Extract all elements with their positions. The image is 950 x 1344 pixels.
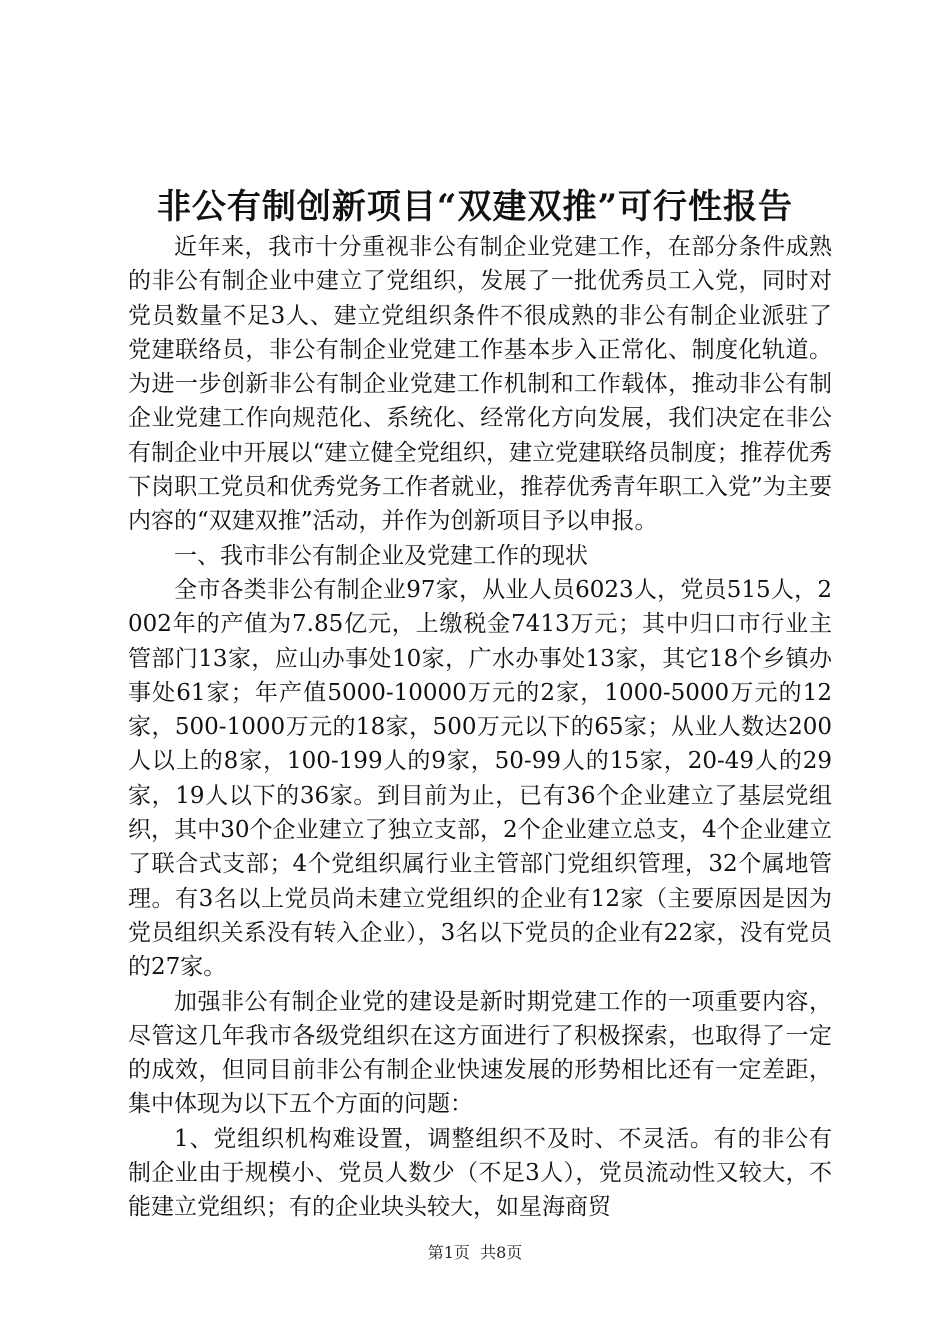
page-footer [0,1242,950,1264]
status-paragraph: 全市各类非公有制企业97家，从业人员6023人，党员515人，2002年的产值为7.85亿元，上缴税金7413万元；其中归口市行业主管部门13家，应山办事处10家，广水办事处13家，其它18个乡镇办事处61家；年产值5000-10000万元的2家，1000-5000万元的12家，500-1000万元的18家，500万元以下的65家；从业人数达200人以上的8家，100-199人的9家，50-99人的15家，20-49人的29家，19人以下的36家。到目前为止，已有36个企业建立了基层党组织，其中30个企业建立了独立支部，2个企业建立总支，4个企业建立了联合式支部；4个党组织属行业主管部门党组织管理，32个属地管理。有3名以上党员尚未建立党组织的企业有12家（主要原因是因为党员组织关系没有转入企业），3名以下党员的企业有22家，没有党员的27家。 [128,576,832,981]
page-total: 共8页 [480,1243,523,1262]
document-body [128,230,832,1225]
problem-1-paragraph: 1、党组织机构难设置，调整组织不及时、不灵活。有的非公有制企业由于规模小、党员人数少（不足3人），党员流动性又较大，不能建立党组织；有的企业块头较大，如星海商贸 [128,1125,832,1221]
section-heading: 一、我市非公有制企业及党建工作的现状 [174,542,588,569]
problems-intro-paragraph: 加强非公有制企业党的建设是新时期党建工作的一项重要内容，尽管这几年我市各级党组织在这方面进行了积极探索，也取得了一定的成效，但同目前非公有制企业快速发展的形势相比还有一定差距，集中体现为以下五个方面的问题： [128,988,832,1118]
page-number: 第1页 [427,1243,470,1262]
document-title: 非公有制创新项目“双建双推”可行性报告 [156,187,794,227]
intro-paragraph: 近年来，我市十分重视非公有制企业党建工作，在部分条件成熟的非公有制企业中建立了党组织，发展了一批优秀员工入党，同时对党员数量不足3人、建立党组织条件不很成熟的非公有制企业派驻了党建联络员，非公有制企业党建工作基本步入正常化、制度化轨道。为进一步创新非公有制企业党建工作机制和工作载体，推动非公有制企业党建工作向规范化、系统化、经常化方向发展，我们决定在非公有制企业中开展以“建立健全党组织，建立党建联络员制度；推荐优秀下岗职工党员和优秀党务工作者就业，推荐优秀青年职工入党”为主要内容的“双建双推”活动，并作为创新项目予以申报。 [128,234,832,535]
